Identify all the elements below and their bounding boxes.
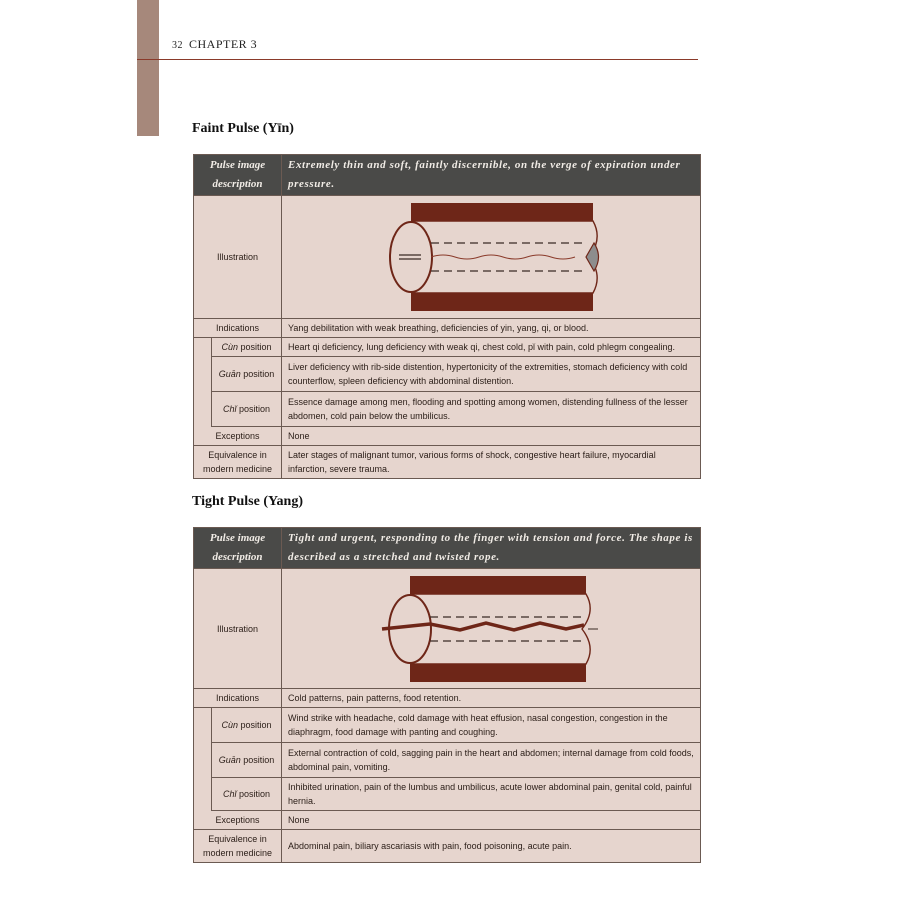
- vessel-bottom-wall: [411, 293, 593, 311]
- exceptions-text: None: [282, 427, 701, 446]
- exceptions-label: Exceptions: [194, 811, 282, 830]
- page-number: 32: [172, 40, 183, 51]
- exceptions-label: Exceptions: [194, 427, 282, 446]
- description-label: Pulse image description: [194, 528, 282, 569]
- equivalence-text: Later stages of malignant tumor, various forms of shock, congestive heart failure, myocardial infarction, severe trauma.: [282, 446, 701, 479]
- exceptions-row: [194, 427, 701, 446]
- illustration-label: Illustration: [194, 569, 282, 689]
- position-label-cun: Cùn position: [212, 708, 282, 743]
- position-label-guan: Guān position: [212, 357, 282, 392]
- illustration-cell: [282, 569, 701, 689]
- equivalence-label: Equivalence in modern medicine: [194, 830, 282, 863]
- position-text-cun: Heart qi deficiency, lung deficiency with weak qi, chest cold, pǐ with pain, cold phlegm congealing.: [282, 338, 701, 357]
- faint-pulse-illustration: [381, 199, 601, 315]
- position-row-chi: [194, 392, 701, 427]
- illustration-row: [194, 196, 701, 319]
- description-text: Tight and urgent, responding to the finger with tension and force. The shape is described as a stretched and twisted rope.: [282, 528, 701, 569]
- position-row-chi: [194, 778, 701, 811]
- tight-pulse-table: [193, 527, 701, 863]
- indications-row: [194, 319, 701, 338]
- position-label-cun: Cùn position: [212, 338, 282, 357]
- equivalence-label: Equivalence in modern medicine: [194, 446, 282, 479]
- indications-row: [194, 689, 701, 708]
- description-label: Pulse image description: [194, 155, 282, 196]
- position-row-guan: [194, 743, 701, 778]
- illustration-row: [194, 569, 701, 689]
- section-title-tight-pulse: Tight Pulse (Yang): [192, 494, 303, 509]
- position-row-cun: [194, 708, 701, 743]
- tight-pulse-illustration: [376, 572, 606, 686]
- section-title-faint-pulse: Faint Pulse (Yīn): [192, 121, 294, 136]
- position-text-guan: Liver deficiency with rib-side distention, hypertonicity of the extremities, stomach deficiency with cold counterflow, spleen deficiency with abdominal distention.: [282, 357, 701, 392]
- header-rule: [137, 59, 698, 60]
- illustration-label: Illustration: [194, 196, 282, 319]
- indications-label: Indications: [194, 319, 282, 338]
- equivalence-row: [194, 830, 701, 863]
- faint-pulse-wave: [431, 255, 575, 259]
- position-label-chi: Chǐ position: [212, 392, 282, 427]
- equivalence-text: Abdominal pain, biliary ascariasis with pain, food poisoning, acute pain.: [282, 830, 701, 863]
- equivalence-row: [194, 446, 701, 479]
- vessel-top-wall: [410, 576, 586, 594]
- indications-text: Yang debilitation with weak breathing, deficiencies of yin, yang, qi, or blood.: [282, 319, 701, 338]
- running-header: [172, 37, 257, 52]
- vessel-end-shade: [586, 243, 599, 271]
- vessel-top-wall: [411, 203, 593, 221]
- description-row: [194, 528, 701, 569]
- exceptions-text: None: [282, 811, 701, 830]
- faint-pulse-table: [193, 154, 701, 479]
- chapter-title: CHAPTER 3: [189, 37, 258, 51]
- position-text-chi: Essence damage among men, flooding and spotting among women, distending fullness of the lesser abdomen, cold pain below the umbilicus.: [282, 392, 701, 427]
- description-text: Extremely thin and soft, faintly discernible, on the verge of expiration under pressure.: [282, 155, 701, 196]
- position-row-cun: [194, 338, 701, 357]
- position-row-guan: [194, 357, 701, 392]
- illustration-cell: [282, 196, 701, 319]
- position-label-guan: Guān position: [212, 743, 282, 778]
- indications-text: Cold patterns, pain patterns, food retention.: [282, 689, 701, 708]
- chapter-side-tab: [137, 0, 159, 136]
- position-text-chi: Inhibited urination, pain of the lumbus and umbilicus, acute lower abdominal pain, genital cold, painful hernia.: [282, 778, 701, 811]
- position-label-chi: Chǐ position: [212, 778, 282, 811]
- vessel-bottom-wall: [410, 664, 586, 682]
- indications-label: Indications: [194, 689, 282, 708]
- position-text-guan: External contraction of cold, sagging pain in the heart and abdomen; internal damage from cold foods, abdominal pain, vomiting.: [282, 743, 701, 778]
- vessel-opening: [390, 222, 432, 292]
- description-row: [194, 155, 701, 196]
- position-text-cun: Wind strike with headache, cold damage with heat effusion, nasal congestion, congestion in the diaphragm, food damage with panting and coughing.: [282, 708, 701, 743]
- exceptions-row: [194, 811, 701, 830]
